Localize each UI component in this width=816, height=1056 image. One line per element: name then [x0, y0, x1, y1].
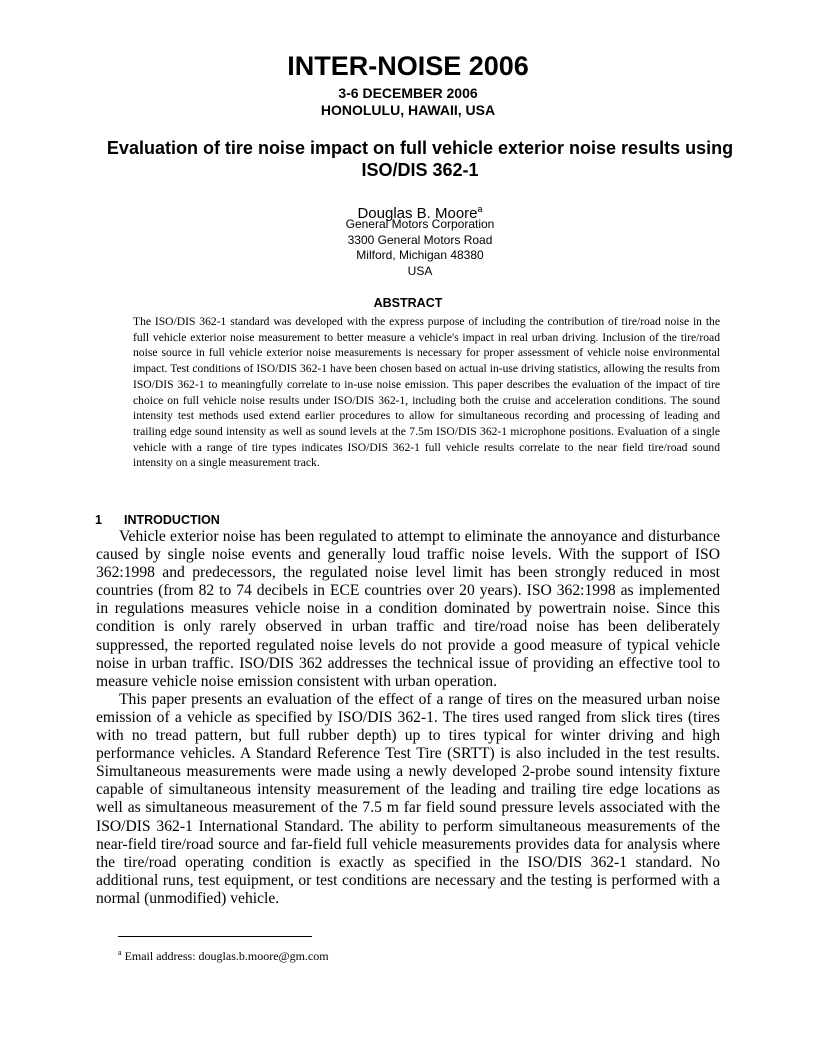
abstract-text: The ISO/DIS 362-1 standard was developed with the express purpose of including the contribution of tire/road noise in the full vehicle exterior noise measurement to better measure a vehicle's impact in real urban driving. Inclusion of the tire/road noise source in full vehicle exterior noise measurements is necessary for proper assessment of vehicle noise environmental impact. Test conditions of ISO/DIS 362-1 have been chosen based on actual in-use driving statistics, allowing the results from ISO/DIS 362-1 to meaningfully correlate to in-use noise emission. This paper describes the evaluation of the impact of tire choice on full vehicle noise results under ISO/DIS 362-1, including both the cruise and acceleration conditions. The sound intensity test methods used extend earlier procedures to allow for simultaneous recording and processing of leading and trailing edge sound intensity as well as sound levels at the 7.5m ISO/DIS 362-1 microphone positions. Evaluation of a single vehicle with a range of tire types indicates ISO/DIS 362-1 full vehicle results correlate to the near field tire/road sound intensity on a single measurement track. [133, 315, 720, 470]
section-title: INTRODUCTION [124, 513, 220, 527]
conference-location: HONOLULU, HAWAII, USA [320, 102, 496, 118]
section-body [96, 528, 720, 908]
author-name: Douglas B. Moore [357, 205, 478, 222]
affiliation-line: Milford, Michigan 48380 [356, 248, 484, 262]
author-affiliation [0, 217, 816, 279]
affiliation-line: General Motors Corporation [345, 217, 495, 231]
conference-dates: 3-6 DECEMBER 2006 [338, 85, 478, 101]
footnote-email: Email address: douglas.b.moore@gm.com [124, 949, 329, 963]
body-paragraph: Vehicle exterior noise has been regulated to attempt to eliminate the annoyance and disturbance caused by single noise events and generally loud traffic noise levels. With the support of ISO 362:1998 and predecessors, the regulated noise level limit has been strongly reduced in most countries (from 82 to 74 decibels in ECE countries over 20 years). ISO 362:1998 as implemented in regulations measures vehicle noise in a condition dominated by powertrain noise. Since this condition is only rarely observed in urban traffic and tire/road noise has been deliberately suppressed, the reported regulated noise levels do not provide a good measure of typical vehicle noise in urban traffic. ISO/DIS 362 addresses the technical issue of providing an effective tool to measure vehicle noise emission consistent with urban operation. [96, 528, 720, 690]
abstract-heading: ABSTRACT [373, 296, 443, 310]
author-footnote-mark: a [477, 204, 483, 214]
section-heading [95, 513, 220, 528]
section-number: 1 [95, 513, 102, 527]
footnote [118, 945, 329, 964]
affiliation-line: USA [407, 263, 433, 278]
footnote-divider [118, 936, 312, 937]
body-paragraph: This paper presents an evaluation of the effect of a range of tires on the measured urban noise emission of a vehicle as specified by ISO/DIS 362-1. The tires used ranged from slick tires (tires with no tread pattern, but full rubber depth) up to tires typical for winter driving and high performance vehicles. A Standard Reference Test Tire (SRTT) is also included in the test results. Simultaneous measurements were made using a newly developed 2-probe sound intensity fixture capable of simultaneous intensity measurement of the leading and trailing tire edge locations as well as simultaneous measurement of the 7.5 m far field sound pressure levels associated with the ISO/DIS 362-1 International Standard. The ability to perform simultaneous measurements of the near-field tire/road source and far-field full vehicle measurements provides data for analysis where the tire/road operating condition is exactly as specified in the ISO/DIS 362-1 standard. No additional runs, test equipment, or test conditions are necessary and the testing is performed with a normal (unmodified) vehicle. [96, 690, 720, 907]
paper-title: Evaluation of tire noise impact on full vehicle exterior noise results using ISO/DIS 362-1 [106, 138, 734, 180]
footnote-mark: a [118, 948, 122, 957]
conference-title: INTER-NOISE 2006 [287, 51, 529, 81]
affiliation-line: 3300 General Motors Road [347, 232, 493, 247]
